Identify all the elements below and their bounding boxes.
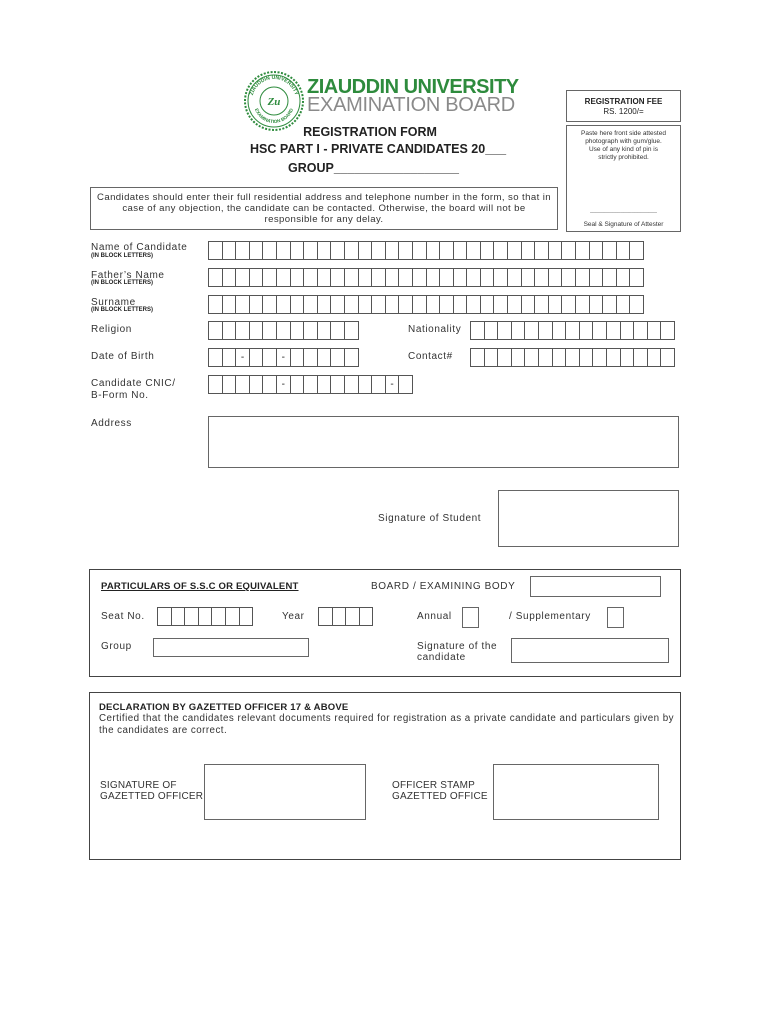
supplementary-label: / Supplementary [509, 611, 591, 622]
box-cell[interactable] [507, 295, 522, 314]
box-cell[interactable] [249, 321, 264, 340]
dob-boxes[interactable] [208, 348, 358, 367]
box-cell[interactable] [633, 321, 648, 340]
box-cell[interactable] [344, 295, 359, 314]
box-cell[interactable] [552, 321, 567, 340]
box-cell[interactable] [371, 241, 386, 260]
surname-label: Surname [91, 297, 136, 308]
name-label: Name of Candidate [91, 242, 188, 253]
box-cell[interactable] [480, 268, 495, 287]
year-label: Year [282, 611, 305, 622]
box-cell[interactable] [589, 241, 604, 260]
box-cell[interactable] [262, 348, 277, 367]
box-cell[interactable] [538, 321, 553, 340]
box-cell[interactable] [345, 607, 360, 626]
declaration-title: DECLARATION BY GAZETTED OFFICER 17 & ABOVE [99, 702, 349, 713]
box-cell[interactable] [426, 295, 441, 314]
box-cell[interactable] [358, 241, 373, 260]
supplementary-checkbox[interactable] [607, 607, 624, 628]
ssc-signature-label-line1: Signature of the [417, 641, 498, 652]
box-cell[interactable] [565, 321, 580, 340]
box-cell[interactable] [235, 295, 250, 314]
box-cell[interactable] [330, 375, 345, 394]
box-cell[interactable] [318, 607, 333, 626]
box-cell[interactable] [497, 321, 512, 340]
box-cell[interactable] [303, 295, 318, 314]
ssc-signature-label-line2: candidate [417, 652, 466, 663]
box-cell[interactable] [208, 321, 223, 340]
photograph-box[interactable] [566, 125, 681, 232]
box-cell[interactable] [211, 607, 226, 626]
svg-text:ZIAUDDIN UNIVERSITY: ZIAUDDIN UNIVERSITY [248, 74, 300, 97]
box-cell[interactable] [521, 295, 536, 314]
box-cell[interactable] [398, 375, 413, 394]
box-cell[interactable] [575, 268, 590, 287]
ssc-group-label: Group [101, 641, 132, 652]
box-cell[interactable] [358, 268, 373, 287]
box-cell[interactable] [602, 295, 617, 314]
box-cell[interactable] [208, 348, 223, 367]
box-cell[interactable] [398, 295, 413, 314]
box-cell[interactable] [290, 268, 305, 287]
annual-label: Annual [417, 611, 452, 622]
box-cell[interactable] [235, 375, 250, 394]
box-cell[interactable] [262, 268, 277, 287]
box-cell[interactable] [249, 375, 264, 394]
fee-amount: RS. 1200/= [603, 107, 644, 116]
box-cell[interactable] [629, 241, 644, 260]
box-cell[interactable] [453, 295, 468, 314]
box-cell[interactable] [330, 348, 345, 367]
surname-block-note: (IN BLOCK LETTERS) [91, 307, 153, 313]
box-cell[interactable] [208, 375, 223, 394]
box-cell[interactable] [171, 607, 186, 626]
box-cell[interactable] [303, 268, 318, 287]
box-cell[interactable] [466, 241, 481, 260]
box-cell[interactable] [358, 295, 373, 314]
box-cell[interactable] [208, 295, 223, 314]
box-cell[interactable] [276, 321, 291, 340]
box-cell[interactable] [398, 241, 413, 260]
contact-label: Contact# [408, 351, 453, 362]
form-title: REGISTRATION FORM [303, 125, 437, 139]
name-block-note: (IN BLOCK LETTERS) [91, 253, 153, 259]
form-subtitle: HSC PART I - PRIVATE CANDIDATES 20___ [250, 142, 507, 156]
box-cell[interactable] [198, 607, 213, 626]
box-cell[interactable] [552, 348, 567, 367]
gazetted-signature-line2: GAZETTED OFFICER [100, 791, 204, 802]
logo-seal-icon [243, 70, 305, 132]
box-cell[interactable] [222, 321, 237, 340]
box-cell[interactable] [249, 241, 264, 260]
box-cell[interactable] [620, 348, 635, 367]
box-cell[interactable] [225, 607, 240, 626]
officer-stamp-line2: GAZETTED OFFICE [392, 791, 488, 802]
box-cell[interactable] [480, 241, 495, 260]
box-cell[interactable] [660, 321, 675, 340]
box-cell[interactable] [249, 348, 264, 367]
box-cell[interactable] [222, 241, 237, 260]
box-cell[interactable] [317, 321, 332, 340]
box-cell[interactable] [385, 241, 400, 260]
box-cell[interactable] [616, 241, 631, 260]
box-cell[interactable] [453, 268, 468, 287]
box-cell[interactable] [317, 348, 332, 367]
box-cell[interactable] [538, 348, 553, 367]
cnic-boxes[interactable] [208, 375, 412, 394]
box-cell[interactable] [484, 321, 499, 340]
box-cell[interactable] [616, 295, 631, 314]
box-cell[interactable] [412, 295, 427, 314]
ssc-group-field[interactable] [153, 638, 309, 657]
box-cell[interactable] [480, 295, 495, 314]
ssc-board-field[interactable] [530, 576, 661, 597]
officer-stamp-line1: OFFICER STAMP [392, 780, 475, 791]
box-cell[interactable] [507, 241, 522, 260]
box-cell[interactable] [589, 295, 604, 314]
box-cell[interactable] [592, 321, 607, 340]
photo-instructions: Paste here front side attested photograph with gum/glue. Use of any kind of pin is strictly prohibited. [581, 130, 666, 161]
box-cell[interactable] [561, 295, 576, 314]
university-name: ZIAUDDIN UNIVERSITY [307, 76, 519, 98]
box-cell[interactable] [249, 268, 264, 287]
box-cell[interactable] [493, 295, 508, 314]
box-cell[interactable] [157, 607, 172, 626]
attester-label: Seal & Signature of Attester [583, 221, 664, 228]
box-cell[interactable] [398, 268, 413, 287]
box-cell[interactable] [385, 268, 400, 287]
box-cell[interactable] [290, 321, 305, 340]
notice-text: Candidates should enter their full residential address and telephone number in the form, so that in case of any objection, the candidate can be contacted. Otherwise, the board will not be responsible for any delay. [97, 192, 551, 225]
ssc-board-label: BOARD / EXAMINING BODY [371, 581, 516, 592]
box-cell[interactable] [317, 268, 332, 287]
box-cell[interactable] [606, 321, 621, 340]
box-cell[interactable] [290, 295, 305, 314]
box-cell[interactable] [222, 348, 237, 367]
box-cell[interactable] [344, 348, 359, 367]
box-cell[interactable] [358, 375, 373, 394]
box-cell[interactable] [332, 607, 347, 626]
box-cell[interactable] [344, 321, 359, 340]
box-cell[interactable] [426, 268, 441, 287]
religion-boxes[interactable] [208, 321, 358, 340]
cnic-label-line1: Candidate CNIC/ [91, 378, 176, 389]
box-cell[interactable] [606, 348, 621, 367]
box-cell[interactable] [330, 268, 345, 287]
nationality-label: Nationality [408, 324, 462, 335]
box-cell[interactable] [249, 295, 264, 314]
box-cell[interactable] [511, 348, 526, 367]
year-boxes[interactable] [318, 607, 372, 626]
box-cell[interactable] [303, 348, 318, 367]
name-boxes[interactable] [208, 241, 643, 260]
box-cell[interactable] [208, 268, 223, 287]
svg-text:Zu: Zu [267, 96, 281, 108]
nationality-boxes[interactable] [470, 321, 674, 340]
father-name-label: Father’s Name [91, 270, 165, 281]
group-line: GROUP__________________ [288, 161, 459, 175]
box-cell[interactable] [344, 268, 359, 287]
box-cell[interactable] [647, 321, 662, 340]
cnic-label-line2: B-Form No. [91, 390, 149, 401]
box-cell[interactable] [303, 375, 318, 394]
box-cell[interactable] [534, 268, 549, 287]
box-cell[interactable] [262, 295, 277, 314]
surname-boxes[interactable] [208, 295, 643, 314]
box-cell[interactable] [548, 295, 563, 314]
dash-separator-cell: - [385, 375, 400, 394]
box-cell[interactable] [235, 321, 250, 340]
box-cell[interactable] [359, 607, 374, 626]
box-cell[interactable] [222, 295, 237, 314]
box-cell[interactable] [466, 268, 481, 287]
box-cell[interactable] [493, 241, 508, 260]
box-cell[interactable] [317, 375, 332, 394]
contact-boxes[interactable] [470, 348, 674, 367]
box-cell[interactable] [534, 241, 549, 260]
examination-board-name: EXAMINATION BOARD [307, 94, 515, 116]
svg-text:EXAMINATION BOARD: EXAMINATION BOARD [253, 107, 295, 125]
box-cell[interactable] [493, 268, 508, 287]
box-cell[interactable] [276, 295, 291, 314]
attester-line: ________________________ [590, 208, 657, 214]
box-cell[interactable] [439, 241, 454, 260]
box-cell[interactable] [239, 607, 254, 626]
box-cell[interactable] [660, 348, 675, 367]
box-cell[interactable] [276, 241, 291, 260]
box-cell[interactable] [330, 241, 345, 260]
box-cell[interactable] [439, 295, 454, 314]
box-cell[interactable] [412, 241, 427, 260]
box-cell[interactable] [470, 321, 485, 340]
annual-checkbox[interactable] [462, 607, 479, 628]
dash-separator-cell: - [276, 348, 291, 367]
box-cell[interactable] [303, 241, 318, 260]
gazetted-signature-box[interactable] [204, 764, 366, 820]
box-cell[interactable] [262, 241, 277, 260]
box-cell[interactable] [290, 348, 305, 367]
box-cell[interactable] [633, 348, 648, 367]
box-cell[interactable] [548, 241, 563, 260]
seat-no-boxes[interactable] [157, 607, 252, 626]
box-cell[interactable] [290, 375, 305, 394]
address-field[interactable] [208, 416, 679, 468]
box-cell[interactable] [511, 321, 526, 340]
box-cell[interactable] [507, 268, 522, 287]
box-cell[interactable] [426, 241, 441, 260]
box-cell[interactable] [575, 241, 590, 260]
box-cell[interactable] [276, 268, 291, 287]
box-cell[interactable] [629, 295, 644, 314]
father-block-note: (IN BLOCK LETTERS) [91, 280, 153, 286]
box-cell[interactable] [620, 321, 635, 340]
box-cell[interactable] [453, 241, 468, 260]
box-cell[interactable] [262, 375, 277, 394]
ssc-title: PARTICULARS OF S.S.C OR EQUIVALENT [101, 581, 299, 592]
box-cell[interactable] [602, 241, 617, 260]
fee-label: REGISTRATION FEE [584, 97, 663, 106]
box-cell[interactable] [579, 321, 594, 340]
box-cell[interactable] [290, 241, 305, 260]
registration-fee-box [566, 90, 681, 122]
box-cell[interactable] [235, 268, 250, 287]
box-cell[interactable] [575, 295, 590, 314]
dash-separator-cell: - [276, 375, 291, 394]
box-cell[interactable] [222, 375, 237, 394]
box-cell[interactable] [616, 268, 631, 287]
box-cell[interactable] [344, 241, 359, 260]
dash-separator-cell: - [235, 348, 250, 367]
box-cell[interactable] [497, 348, 512, 367]
box-cell[interactable] [534, 295, 549, 314]
religion-label: Religion [91, 324, 132, 335]
box-cell[interactable] [344, 375, 359, 394]
box-cell[interactable] [521, 268, 536, 287]
box-cell[interactable] [385, 295, 400, 314]
signature-student-box[interactable] [498, 490, 679, 547]
box-cell[interactable] [184, 607, 199, 626]
box-cell[interactable] [565, 348, 580, 367]
box-cell[interactable] [561, 268, 576, 287]
box-cell[interactable] [208, 241, 223, 260]
box-cell[interactable] [470, 348, 485, 367]
officer-stamp-box[interactable] [493, 764, 659, 820]
box-cell[interactable] [412, 268, 427, 287]
box-cell[interactable] [548, 268, 563, 287]
box-cell[interactable] [330, 321, 345, 340]
box-cell[interactable] [524, 348, 539, 367]
box-cell[interactable] [371, 295, 386, 314]
declaration-text: Certified that the candidates relevant documents required for registration as a private candidate and particulars given by the candidates are correct. [99, 713, 674, 736]
university-logo [243, 70, 305, 132]
ssc-signature-box[interactable] [511, 638, 669, 663]
seat-no-label: Seat No. [101, 611, 145, 622]
box-cell[interactable] [484, 348, 499, 367]
box-cell[interactable] [521, 241, 536, 260]
gazetted-signature-line1: SIGNATURE OF [100, 780, 177, 791]
box-cell[interactable] [647, 348, 662, 367]
box-cell[interactable] [371, 268, 386, 287]
father-name-boxes[interactable] [208, 268, 643, 287]
notice-box [90, 187, 558, 230]
box-cell[interactable] [303, 321, 318, 340]
box-cell[interactable] [371, 375, 386, 394]
address-label: Address [91, 418, 132, 429]
box-cell[interactable] [235, 241, 250, 260]
box-cell[interactable] [589, 268, 604, 287]
box-cell[interactable] [262, 321, 277, 340]
dob-label: Date of Birth [91, 351, 155, 362]
box-cell[interactable] [579, 348, 594, 367]
box-cell[interactable] [317, 241, 332, 260]
box-cell[interactable] [317, 295, 332, 314]
box-cell[interactable] [222, 268, 237, 287]
signature-student-label: Signature of Student [378, 513, 482, 524]
box-cell[interactable] [330, 295, 345, 314]
box-cell[interactable] [592, 348, 607, 367]
box-cell[interactable] [629, 268, 644, 287]
box-cell[interactable] [439, 268, 454, 287]
box-cell[interactable] [466, 295, 481, 314]
box-cell[interactable] [602, 268, 617, 287]
box-cell[interactable] [561, 241, 576, 260]
box-cell[interactable] [524, 321, 539, 340]
